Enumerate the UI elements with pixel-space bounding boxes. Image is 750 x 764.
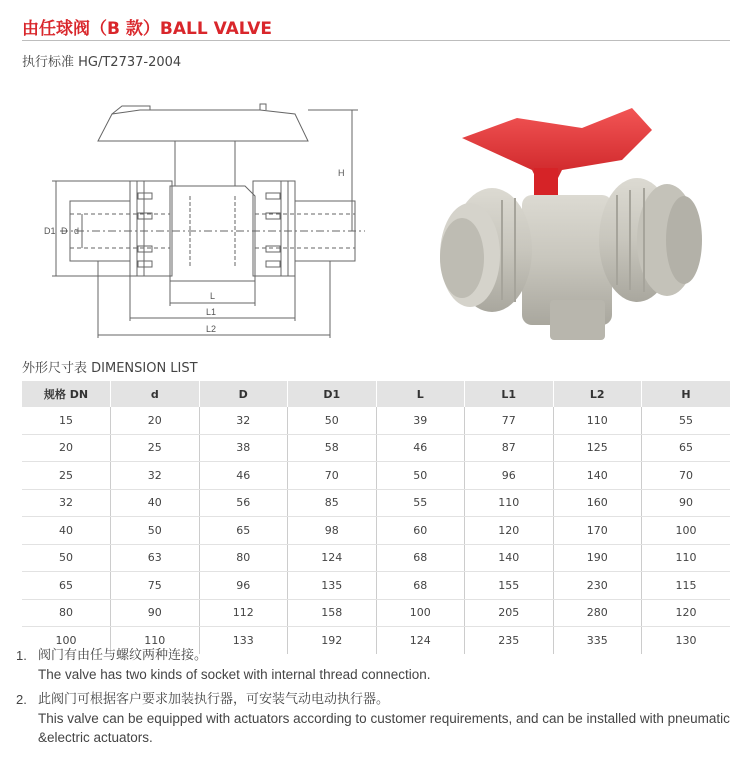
table-cell: 100: [376, 599, 465, 627]
table-cell: 155: [465, 572, 554, 600]
column-header: H: [642, 381, 731, 407]
table-cell: 120: [465, 517, 554, 545]
technical-drawing: [40, 96, 370, 346]
table-cell: 130: [675, 633, 697, 647]
table-cell: 55: [642, 407, 731, 434]
table-cell: 90: [111, 599, 200, 627]
table-cell: 50: [288, 407, 377, 434]
note-item: [16, 690, 736, 747]
table-cell: 110: [465, 489, 554, 517]
table-cell: 60: [376, 517, 465, 545]
dim-label-l2: L2: [206, 324, 217, 334]
table-cell: 68: [376, 572, 465, 600]
table-cell: 124: [376, 627, 465, 654]
table-cell: 170: [553, 517, 642, 545]
table-cell: 40: [111, 489, 200, 517]
table-cell: 140: [553, 462, 642, 490]
table-cell: 20: [111, 407, 200, 434]
dimension-table: [22, 381, 730, 654]
dim-label-d-small: d: [74, 226, 80, 236]
table-cell: 50: [22, 544, 111, 572]
table-cell: 96: [199, 572, 288, 600]
table-cell: 230: [553, 572, 642, 600]
table-cell: 96: [465, 462, 554, 490]
table-cell: 25: [111, 434, 200, 462]
table-cell: 65: [22, 572, 111, 600]
table-cell: 15: [22, 407, 111, 434]
table-cell: 100: [22, 627, 111, 654]
table-cell: 85: [288, 489, 377, 517]
column-header: D: [199, 381, 288, 407]
table-cell: 40: [22, 517, 111, 545]
table-body: [22, 407, 730, 654]
table-cell: 65: [642, 434, 731, 462]
table-row: [22, 434, 730, 462]
table-cell: 110: [642, 544, 731, 572]
product-photo: [422, 90, 722, 350]
dim-label-l: L: [210, 291, 216, 301]
table-cell: 80: [22, 599, 111, 627]
table-cell: 63: [111, 544, 200, 572]
table-cell: 100: [642, 517, 731, 545]
table-cell: 192: [288, 627, 377, 654]
table-cell: 80: [199, 544, 288, 572]
table-cell: 32: [111, 462, 200, 490]
table-cell: 32: [22, 489, 111, 517]
table-row: [22, 489, 730, 517]
table-cell: 39: [376, 407, 465, 434]
note-text-cn: 此阀门可根据客户要求加装执行器，可安装气动电动执行器。: [38, 692, 390, 707]
table-cell: 140: [465, 544, 554, 572]
column-header: 规格 DN: [22, 381, 111, 407]
note-text-en: The valve has two kinds of socket with internal thread connection.: [38, 667, 431, 682]
table-cell: 158: [288, 599, 377, 627]
table-cell: 115: [642, 572, 731, 600]
page-title: 由任球阀（B 款）BALL VALVE: [22, 19, 272, 39]
dim-label-d: D: [61, 226, 68, 236]
table-cell: 70: [642, 462, 731, 490]
notes-list: [16, 646, 736, 753]
table-cell: 50: [111, 517, 200, 545]
note-number: 1.: [16, 648, 27, 663]
column-header: d: [111, 381, 200, 407]
table-cell: 160: [553, 489, 642, 517]
table-cell: 50: [376, 462, 465, 490]
table-cell: 58: [288, 434, 377, 462]
column-header: L2: [553, 381, 642, 407]
table-cell: 77: [465, 407, 554, 434]
note-text-en: This valve can be equipped with actuators according to customer requirements, and can be installed with pneumatic &electric actuators.: [38, 711, 730, 745]
table-cell: 25: [22, 462, 111, 490]
dim-label-h: H: [338, 168, 345, 178]
table-cell: 68: [376, 544, 465, 572]
table-cell: 20: [22, 434, 111, 462]
note-number: 2.: [16, 692, 27, 707]
table-cell: 112: [199, 599, 288, 627]
dimension-list-title: 外形尺寸表 DIMENSION LIST: [22, 361, 198, 376]
table-row: [22, 407, 730, 434]
table-row: [22, 572, 730, 600]
table-cell: 125: [553, 434, 642, 462]
table-header-row: [22, 381, 730, 407]
table-cell: 98: [288, 517, 377, 545]
table-cell: 56: [199, 489, 288, 517]
dim-label-l1: L1: [206, 307, 217, 317]
table-cell: 135: [288, 572, 377, 600]
table-cell: 46: [376, 434, 465, 462]
table-cell: 190: [553, 544, 642, 572]
column-header: L1: [465, 381, 554, 407]
table-row: [22, 544, 730, 572]
title-divider: [22, 40, 730, 41]
table-cell: 235: [465, 627, 554, 654]
table-cell: 46: [199, 462, 288, 490]
table-cell: 280: [553, 599, 642, 627]
table-row: [22, 517, 730, 545]
column-header: D1: [288, 381, 377, 407]
table-cell: 335: [553, 627, 642, 654]
note-text-cn: 阀门有由任与螺纹两种连接。: [38, 648, 208, 663]
column-header: L: [376, 381, 465, 407]
table-cell: 110: [111, 627, 200, 654]
table-cell: 38: [199, 434, 288, 462]
table-cell: 70: [288, 462, 377, 490]
table-cell: 133: [199, 627, 288, 654]
table-cell: 55: [376, 489, 465, 517]
table-cell: 120: [642, 599, 731, 627]
table-cell: 65: [199, 517, 288, 545]
table-cell: 110: [553, 407, 642, 434]
table-cell: 75: [111, 572, 200, 600]
table-cell: 90: [642, 489, 731, 517]
standard-label: 执行标准 HG/T2737-2004: [22, 55, 182, 70]
note-item: [16, 646, 736, 684]
table-cell: 87: [465, 434, 554, 462]
table-row: [22, 462, 730, 490]
dim-label-d1: D1: [44, 226, 56, 236]
table-cell: 205: [465, 599, 554, 627]
table-row: [22, 599, 730, 627]
table-cell: 32: [199, 407, 288, 434]
table-cell: 124: [288, 544, 377, 572]
